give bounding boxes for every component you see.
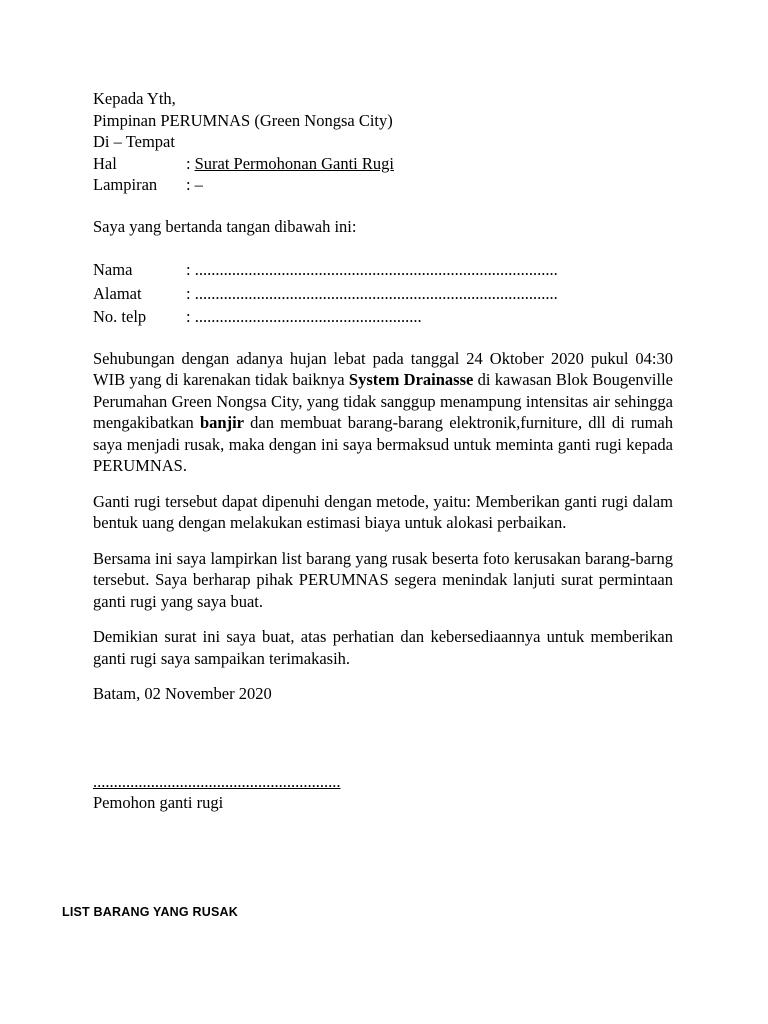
subject-colon: : bbox=[186, 153, 191, 173]
signature-line: ............................................................ bbox=[93, 771, 341, 791]
attachment-row bbox=[93, 174, 673, 196]
phone-value: : ....................................................... bbox=[186, 307, 422, 326]
subject-row bbox=[93, 153, 673, 175]
attachment-colon: : bbox=[186, 175, 191, 194]
recipient-greeting: Kepada Yth, bbox=[93, 89, 176, 108]
signature-label: Pemohon ganti rugi bbox=[93, 793, 224, 812]
attachment-label: Lampiran bbox=[93, 175, 158, 194]
paragraph-flood-part2: di kawasan Blok Bougenville Perumahan Green Nongsa City, yang tidak sanggup menampung intensitas air sehingga mengakibatkan bbox=[93, 370, 673, 432]
intro-text: Saya yang bertanda tangan dibawah ini: bbox=[93, 216, 357, 236]
paragraph-flood-part3: dan membuat barang-barang elektronik,furniture, dll di rumah saya menjadi rusak, maka dengan ini saya bermaksud untuk meminta ganti rugi kepada PERUMNAS. bbox=[93, 413, 674, 475]
list-heading: LIST BARANG YANG RUSAK bbox=[62, 905, 238, 919]
phone-row bbox=[93, 306, 673, 328]
subject-value: Surat Permohonan Ganti Rugi bbox=[194, 153, 394, 173]
paragraph-flood bbox=[93, 348, 673, 477]
address-label: Alamat bbox=[93, 283, 142, 303]
recipient-name: Pimpinan PERUMNAS (Green Nongsa City) bbox=[93, 110, 393, 130]
paragraph-flood-bold-drainage: System Drainasse bbox=[348, 370, 474, 389]
name-row bbox=[93, 259, 673, 281]
name-label: Nama bbox=[93, 260, 133, 279]
address-value: : ........................................................................................ bbox=[186, 283, 558, 303]
paragraph-attachment: Bersama ini saya lampirkan list barang yang rusak beserta foto kerusakan barang-barng tersebut. Saya berharap pihak PERUMNAS segera menindak lanjuti surat permintaan ganti rugi yang saya buat. bbox=[93, 548, 673, 611]
paragraph-closing: Demikian surat ini saya buat, atas perhatian dan kebersediaannya untuk memberikan ganti rugi saya sampaikan terimakasih. bbox=[93, 627, 673, 668]
paragraph-compensation: Ganti rugi tersebut dapat dipenuhi dengan metode, yaitu: Memberikan ganti rugi dalam bentuk uang dengan melakukan estimasi biaya untuk alokasi perbaikan. bbox=[93, 491, 673, 532]
letter-body bbox=[93, 88, 673, 814]
place-date: Batam, 02 November 2020 bbox=[93, 684, 272, 703]
paragraph-flood-bold-flood: banjir bbox=[199, 413, 244, 432]
attachment-value: – bbox=[194, 175, 203, 194]
subject-label: Hal bbox=[93, 153, 117, 173]
phone-label: No. telp bbox=[93, 307, 147, 326]
name-value: : ........................................................................................ bbox=[186, 260, 558, 279]
recipient-place: Di – Tempat bbox=[93, 132, 175, 151]
address-row bbox=[93, 283, 673, 305]
paragraph-flood-part1: Sehubungan dengan adanya hujan lebat pada tanggal 24 Oktober 2020 pukul 04:30 WIB yang di karenakan tidak baiknya bbox=[93, 348, 673, 389]
